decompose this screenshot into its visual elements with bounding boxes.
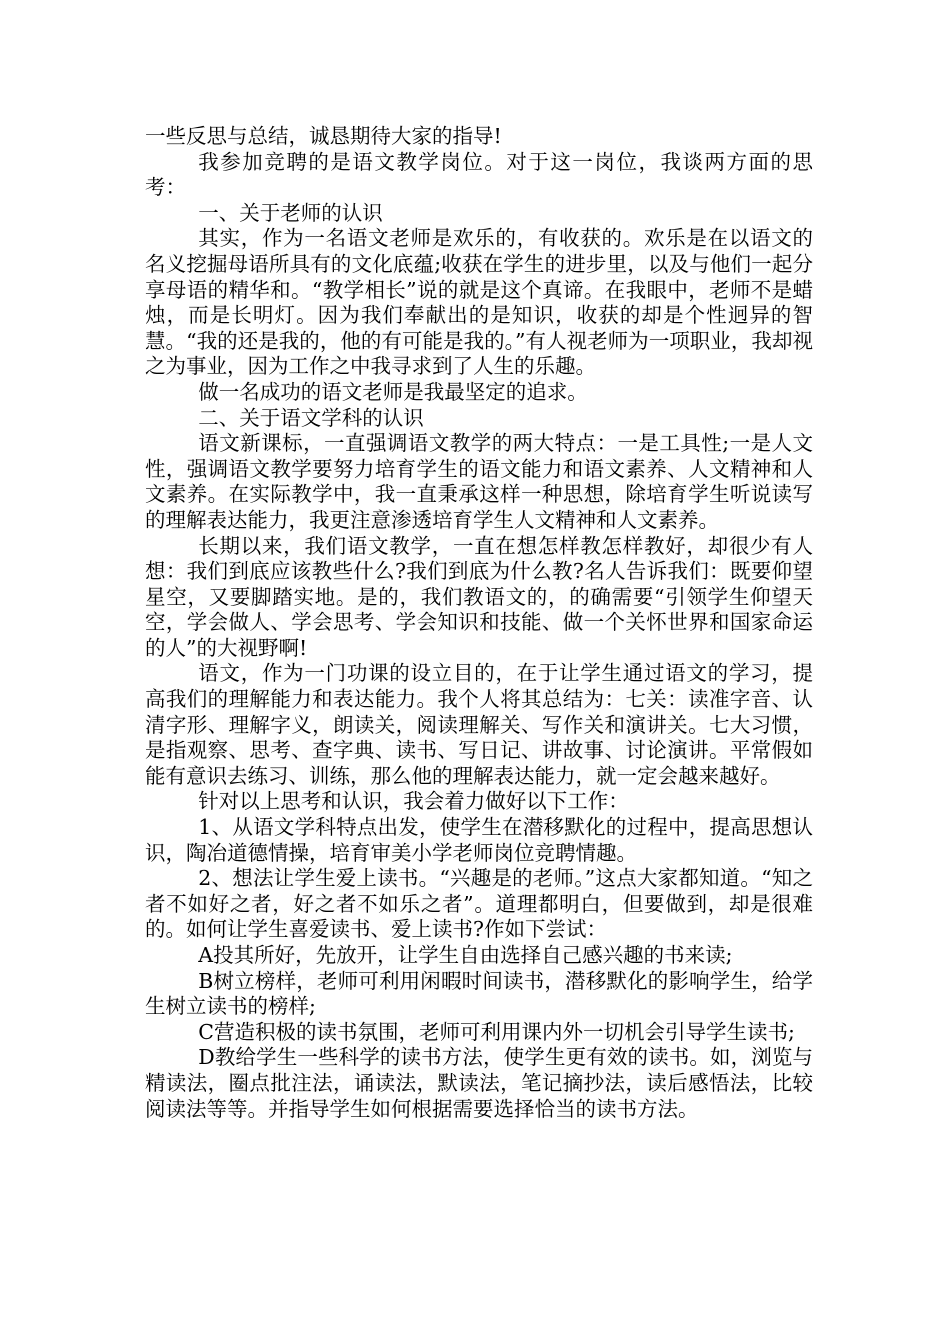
- paragraph-purpose: 语文，作为一门功课的设立目的，在于让学生通过语文的学习，提高我们的理解能力和表达能力。我个人将其总结为：七关：读准字音、认清字形、理解字义，朗读关，阅读理解关、写作关和演讲关。七大习惯，是指观察、思考、查字典、读书、写日记、讲故事、讨论演讲。平常假如能有意识去练习、训练，那么他的理解表达能力，就一定会越来越好。: [145, 661, 813, 788]
- paragraph-long-term: 长期以来，我们语文教学，一直在想怎样教怎样教好，却很少有人想：我们到底应该教些什么?我们到底为什么教?名人告诉我们：既要仰望星空，又要脚踏实地。是的，我们教语文的，的确需要“引领学生仰望天空，学会做人、学会思考、学会知识和技能、做一个关怀世界和国家命运的人”的大视野啊!: [145, 533, 813, 660]
- list-item-2: 2、想法让学生爱上读书。“兴趣是的老师。”这点大家都知道。“知之者不如好之者，好之者不如乐之者”。道理都明白，但要做到，却是很难的。如何让学生喜爱读书、爱上读书?作如下尝试：: [145, 866, 813, 942]
- heading-teacher-understanding: 一、关于老师的认识: [198, 200, 383, 225]
- list-item-b: B树立榜样，老师可利用闲暇时间读书，潜移默化的影响学生，给学生树立读书的榜样;: [145, 968, 813, 1019]
- document-body: [145, 124, 813, 1122]
- paragraph-pursuit: 做一名成功的语文老师是我最坚定的追求。: [198, 379, 588, 404]
- list-item-a: A投其所好，先放开，让学生自由选择自己感兴趣的书来读;: [198, 943, 733, 967]
- list-item-d: D教给学生一些科学的读书方法，使学生更有效的读书。如，浏览与精读法，圈点批注法，诵读法，默读法，笔记摘抄法，读后感悟法，比较阅读法等等。并指导学生如何根据需要选择恰当的读书方法。: [145, 1045, 813, 1121]
- paragraph-teacher-joy: 其实，作为一名语文老师是欢乐的，有收获的。欢乐是在以语文的名义挖掘母语所具有的文化底蕴;收获在学生的进步里，以及与他们一起分享母语的精华和。“教学相长”说的就是这个真谛。在我眼中，老师不是蜡烛，而是长明灯。因为我们奉献出的是知识，收获的却是个性迥异的智慧。“我的还是我的，他的有可能是我的。”有人视老师为一项职业，我却视之为事业，因为工作之中我寻求到了人生的乐趣。: [145, 226, 813, 379]
- list-item-1: 1、从语文学科特点出发，使学生在潜移默化的过程中，提高思想认识，陶冶道德情操，培育审美小学老师岗位竞聘情趣。: [145, 815, 813, 865]
- paragraph-intro-tail: 一些反思与总结，诚恳期待大家的指导!: [145, 124, 502, 148]
- heading-subject-understanding: 二、关于语文学科的认识: [198, 405, 424, 430]
- paragraph-curriculum-standard: 语文新课标，一直强调语文教学的两大特点：一是工具性;一是人文性，强调语文教学要努力培育学生的语文能力和语文素养、人文精神和人文素养。在实际教学中，我一直秉承这样一种思想，除培育学生听说读写的理解表达能力，我更注意渗透培育学生人文精神和人文素养。: [145, 431, 813, 532]
- paragraph-position: 我参加竞聘的是语文教学岗位。对于这一岗位，我谈两方面的思考：: [145, 149, 813, 200]
- paragraph-work-plan: 针对以上思考和认识，我会着力做好以下工作：: [198, 789, 629, 814]
- list-item-c: C营造积极的读书氛围，老师可利用课内外一切机会引导学生读书;: [198, 1019, 795, 1044]
